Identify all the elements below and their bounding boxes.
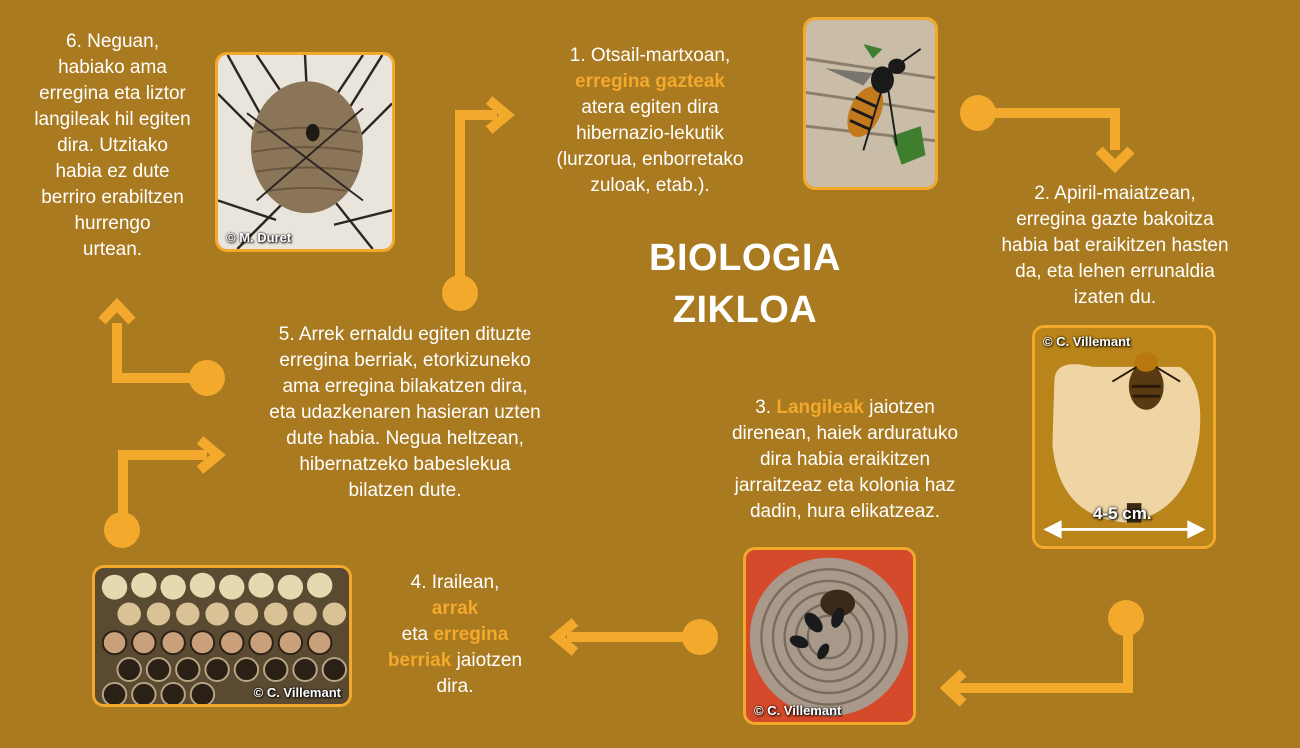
step-1-line: 1. Otsail-martxoan, xyxy=(569,45,731,66)
step-5-line: bilatzen dute. xyxy=(348,480,462,501)
step-5-line: dute habia. Negua heltzean, xyxy=(286,428,524,449)
step-5-line: eta udazkenaren hasieran uzten xyxy=(269,402,541,423)
dot-4-to-5 xyxy=(682,619,718,655)
diagram-title xyxy=(600,232,890,336)
step-3-line-1 xyxy=(695,395,995,421)
step-5-text xyxy=(235,322,575,504)
step-2-text xyxy=(965,181,1265,311)
step-1-line: hibernazio-lekutik xyxy=(576,123,724,144)
step-4-text xyxy=(360,570,550,700)
arrow-5-to-1 xyxy=(460,115,497,293)
step-2-line: da, eta lehen errunaldia xyxy=(1015,261,1215,282)
founding-nest-photo xyxy=(1032,325,1216,549)
comb-cells-photo xyxy=(92,565,352,707)
step-1-line: atera egiten dira xyxy=(581,97,719,118)
winter-nest-photo xyxy=(215,52,395,252)
dot-5-to-1 xyxy=(442,275,478,311)
arrow-1-to-2 xyxy=(978,113,1115,150)
step-6-line: hurrengo xyxy=(74,213,151,234)
step-6-line: urtean. xyxy=(82,239,143,260)
step-6-line: habia ez dute xyxy=(55,161,170,182)
step-3-highlight: Langileak xyxy=(776,397,864,418)
step-6-line: berriro erabiltzen xyxy=(41,187,184,208)
photo-credit: © C. Villemant xyxy=(1043,334,1131,349)
step-4-line-4 xyxy=(360,648,550,674)
dot-5-to-6 xyxy=(189,360,225,396)
size-measure-label: 4-5 cm. xyxy=(1093,504,1152,523)
dot-3-to-4 xyxy=(1108,600,1144,636)
title-line-2: ZIKLOA xyxy=(672,289,818,331)
step-4-highlight-queen: erregina xyxy=(433,624,509,645)
step-1-line: (lurzorua, enborretako xyxy=(556,149,744,170)
step-6-line: habiako ama xyxy=(58,57,167,78)
step-3-line: dadin, hura elikatzeaz. xyxy=(749,501,941,522)
dot-comb-to-5 xyxy=(104,512,140,548)
step-3-line: jarraitzeaz eta kolonia haz xyxy=(734,475,956,496)
step-3-line-1-rest: jaiotzen xyxy=(869,397,935,418)
step-2-line: 2. Apiril-maiatzean, xyxy=(1034,183,1196,204)
step-2-line: habia bat eraikitzen hasten xyxy=(1001,235,1229,256)
arrowhead-5-to-6 xyxy=(102,305,132,321)
step-4-and: eta xyxy=(401,624,429,645)
step-4-line-4-rest: jaiotzen xyxy=(456,650,523,671)
step-1-text xyxy=(510,43,790,199)
step-3-text xyxy=(695,395,995,525)
step-6-line: erregina eta liztor xyxy=(39,83,186,104)
title-line-1: BIOLOGIA xyxy=(649,237,841,279)
step-4-line-3 xyxy=(360,622,550,648)
photo-credit: © C. Villemant xyxy=(754,703,842,718)
step-3-line: direnean, haiek arduratuko xyxy=(731,423,959,444)
step-6-text xyxy=(10,29,215,263)
step-3-prefix: 3. xyxy=(755,397,772,418)
step-1-highlight: erregina gazteak xyxy=(575,71,725,92)
step-4-highlight-new: berriak xyxy=(387,650,452,671)
arrow-3-to-4 xyxy=(955,618,1128,688)
step-5-line: 5. Arrek ernaldu egiten dituzte xyxy=(278,324,532,345)
step-6-line: 6. Neguan, xyxy=(66,31,159,52)
photo-credit: © C. Villemant xyxy=(253,685,341,700)
step-3-line: dira habia eraikitzen xyxy=(759,449,931,470)
queen-emerging-photo xyxy=(803,17,938,190)
step-5-line: ama erregina bilakatzen dira, xyxy=(282,376,528,397)
step-5-line: erregina berriak, etorkizuneko xyxy=(279,350,531,371)
step-1-line: zuloak, etab.). xyxy=(590,175,710,196)
arrowhead-1-to-2 xyxy=(1099,150,1131,166)
colony-nest-photo xyxy=(743,547,916,725)
step-4-line: 4. Irailean, xyxy=(410,572,500,593)
photo-credit: © M. Duret xyxy=(226,230,292,245)
step-4-highlight-males: arrak xyxy=(431,598,479,619)
step-6-line: langileak hil egiten xyxy=(34,109,191,130)
dot-1-to-2 xyxy=(960,95,996,131)
step-6-line: dira. Utzitako xyxy=(57,135,168,156)
step-4-line: dira. xyxy=(436,676,474,697)
step-5-line: hibernatzeko babeslekua xyxy=(299,454,511,475)
step-2-line: erregina gazte bakoitza xyxy=(1016,209,1214,230)
step-2-line: izaten du. xyxy=(1073,287,1157,308)
